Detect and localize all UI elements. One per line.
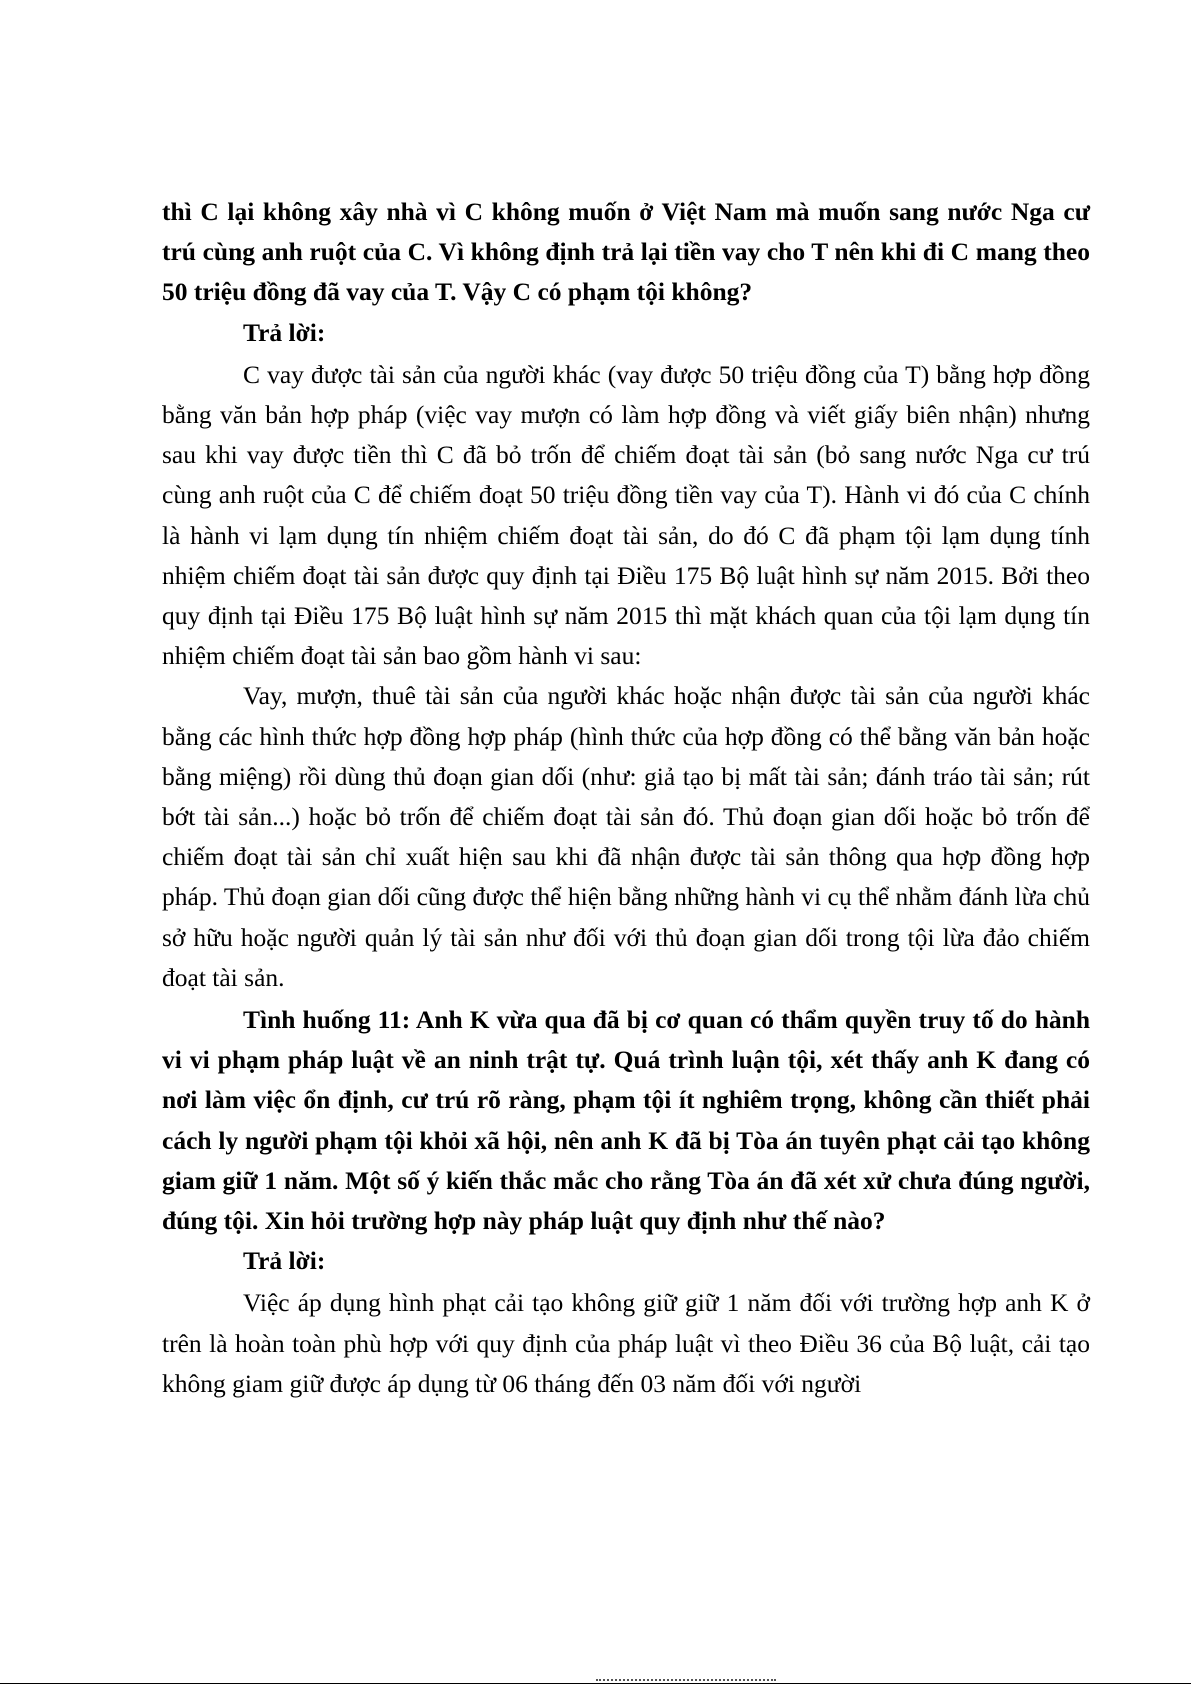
- situation-11-question: Tình huống 11: Anh K vừa qua đã bị cơ quan có thẩm quyền truy tố do hành vi vi phạm pháp luật về an ninh trật tự. Quá trình luận tội, xét thấy anh K đang có nơi làm việc ổn định, cư trú rõ ràng, phạm tội ít nghiêm trọng, không cần thiết phải cách ly người phạm tội khỏi xã hội, nên anh K đã bị Tòa án tuyên phạt cải tạo không giam giữ 1 năm. Một số ý kiến thắc mắc cho rằng Tòa án đã xét xử chưa đúng người, đúng tội. Xin hỏi trường hợp này pháp luật quy định như thế nào?: [162, 1005, 1090, 1236]
- answer-label-1: Trả lời:: [243, 317, 326, 347]
- answer-2-paragraph-1: Việc áp dụng hình phạt cải tạo không giữ giữ 1 năm đối với trường hợp anh K ở trên là hoàn toàn phù hợp với quy định của pháp luật vì theo Điều 36 của Bộ luật, cải tạo không giam giữ được áp dụng từ 06 tháng đến 03 năm đối với người: [162, 1288, 1090, 1398]
- intro-question: thì C lại không xây nhà vì C không muốn ở Việt Nam mà muốn sang nước Nga cư trú cùng anh ruột của C. Vì không định trả lại tiền vay cho T nên khi đi C mang theo 50 triệu đồng đã vay của T. Vậy C có phạm tội không?: [162, 197, 1090, 307]
- answer-1-paragraph-1: C vay được tài sản của người khác (vay được 50 triệu đồng của T) bằng hợp đồng bằng văn bản hợp pháp (việc vay mượn có làm hợp đồng và viết giấy biên nhận) nhưng sau khi vay được tiền thì C đã bỏ trốn để chiếm đoạt tài sản (bỏ sang nước Nga cư trú cùng anh ruột của C để chiếm đoạt 50 triệu đồng tiền vay của T). Hành vi đó của C chính là hành vi lạm dụng tín nhiệm chiếm đoạt tài sản, do đó C đã phạm tội lạm dụng tính nhiệm chiếm đoạt tài sản được quy định tại Điều 175 Bộ luật hình sự năm 2015. Bởi theo quy định tại Điều 175 Bộ luật hình sự năm 2015 thì mặt khách quan của tội lạm dụng tín nhiệm chiếm đoạt tài sản bao gồm hành vi sau:: [162, 359, 1090, 671]
- page-bottom-edge-line: [0, 1683, 1191, 1684]
- answer-1-paragraph-2: Vay, mượn, thuê tài sản của người khác hoặc nhận được tài sản của người khác bằng các hình thức hợp đồng hợp pháp (hình thức của hợp đồng có thể bằng văn bản hoặc bằng miệng) rồi dùng thủ đoạn gian dối (như: giả tạo bị mất tài sản; đánh tráo tài sản; rút bớt tài sản...) hoặc bỏ trốn để chiếm đoạt tài sản đó. Thủ đoạn gian dối hoặc bỏ trốn để chiếm đoạt tài sản chỉ xuất hiện sau khi đã nhận được tài sản thông qua hợp đồng hợp pháp. Thủ đoạn gian dối cũng được thể hiện bằng những hành vi cụ thể nhằm đánh lừa chủ sở hữu hoặc người quản lý tài sản như đối với thủ đoạn gian dối trong tội lừa đảo chiếm đoạt tài sản.: [162, 681, 1090, 992]
- document-page: [162, 192, 1090, 1404]
- answer-label-2: Trả lời:: [243, 1246, 326, 1276]
